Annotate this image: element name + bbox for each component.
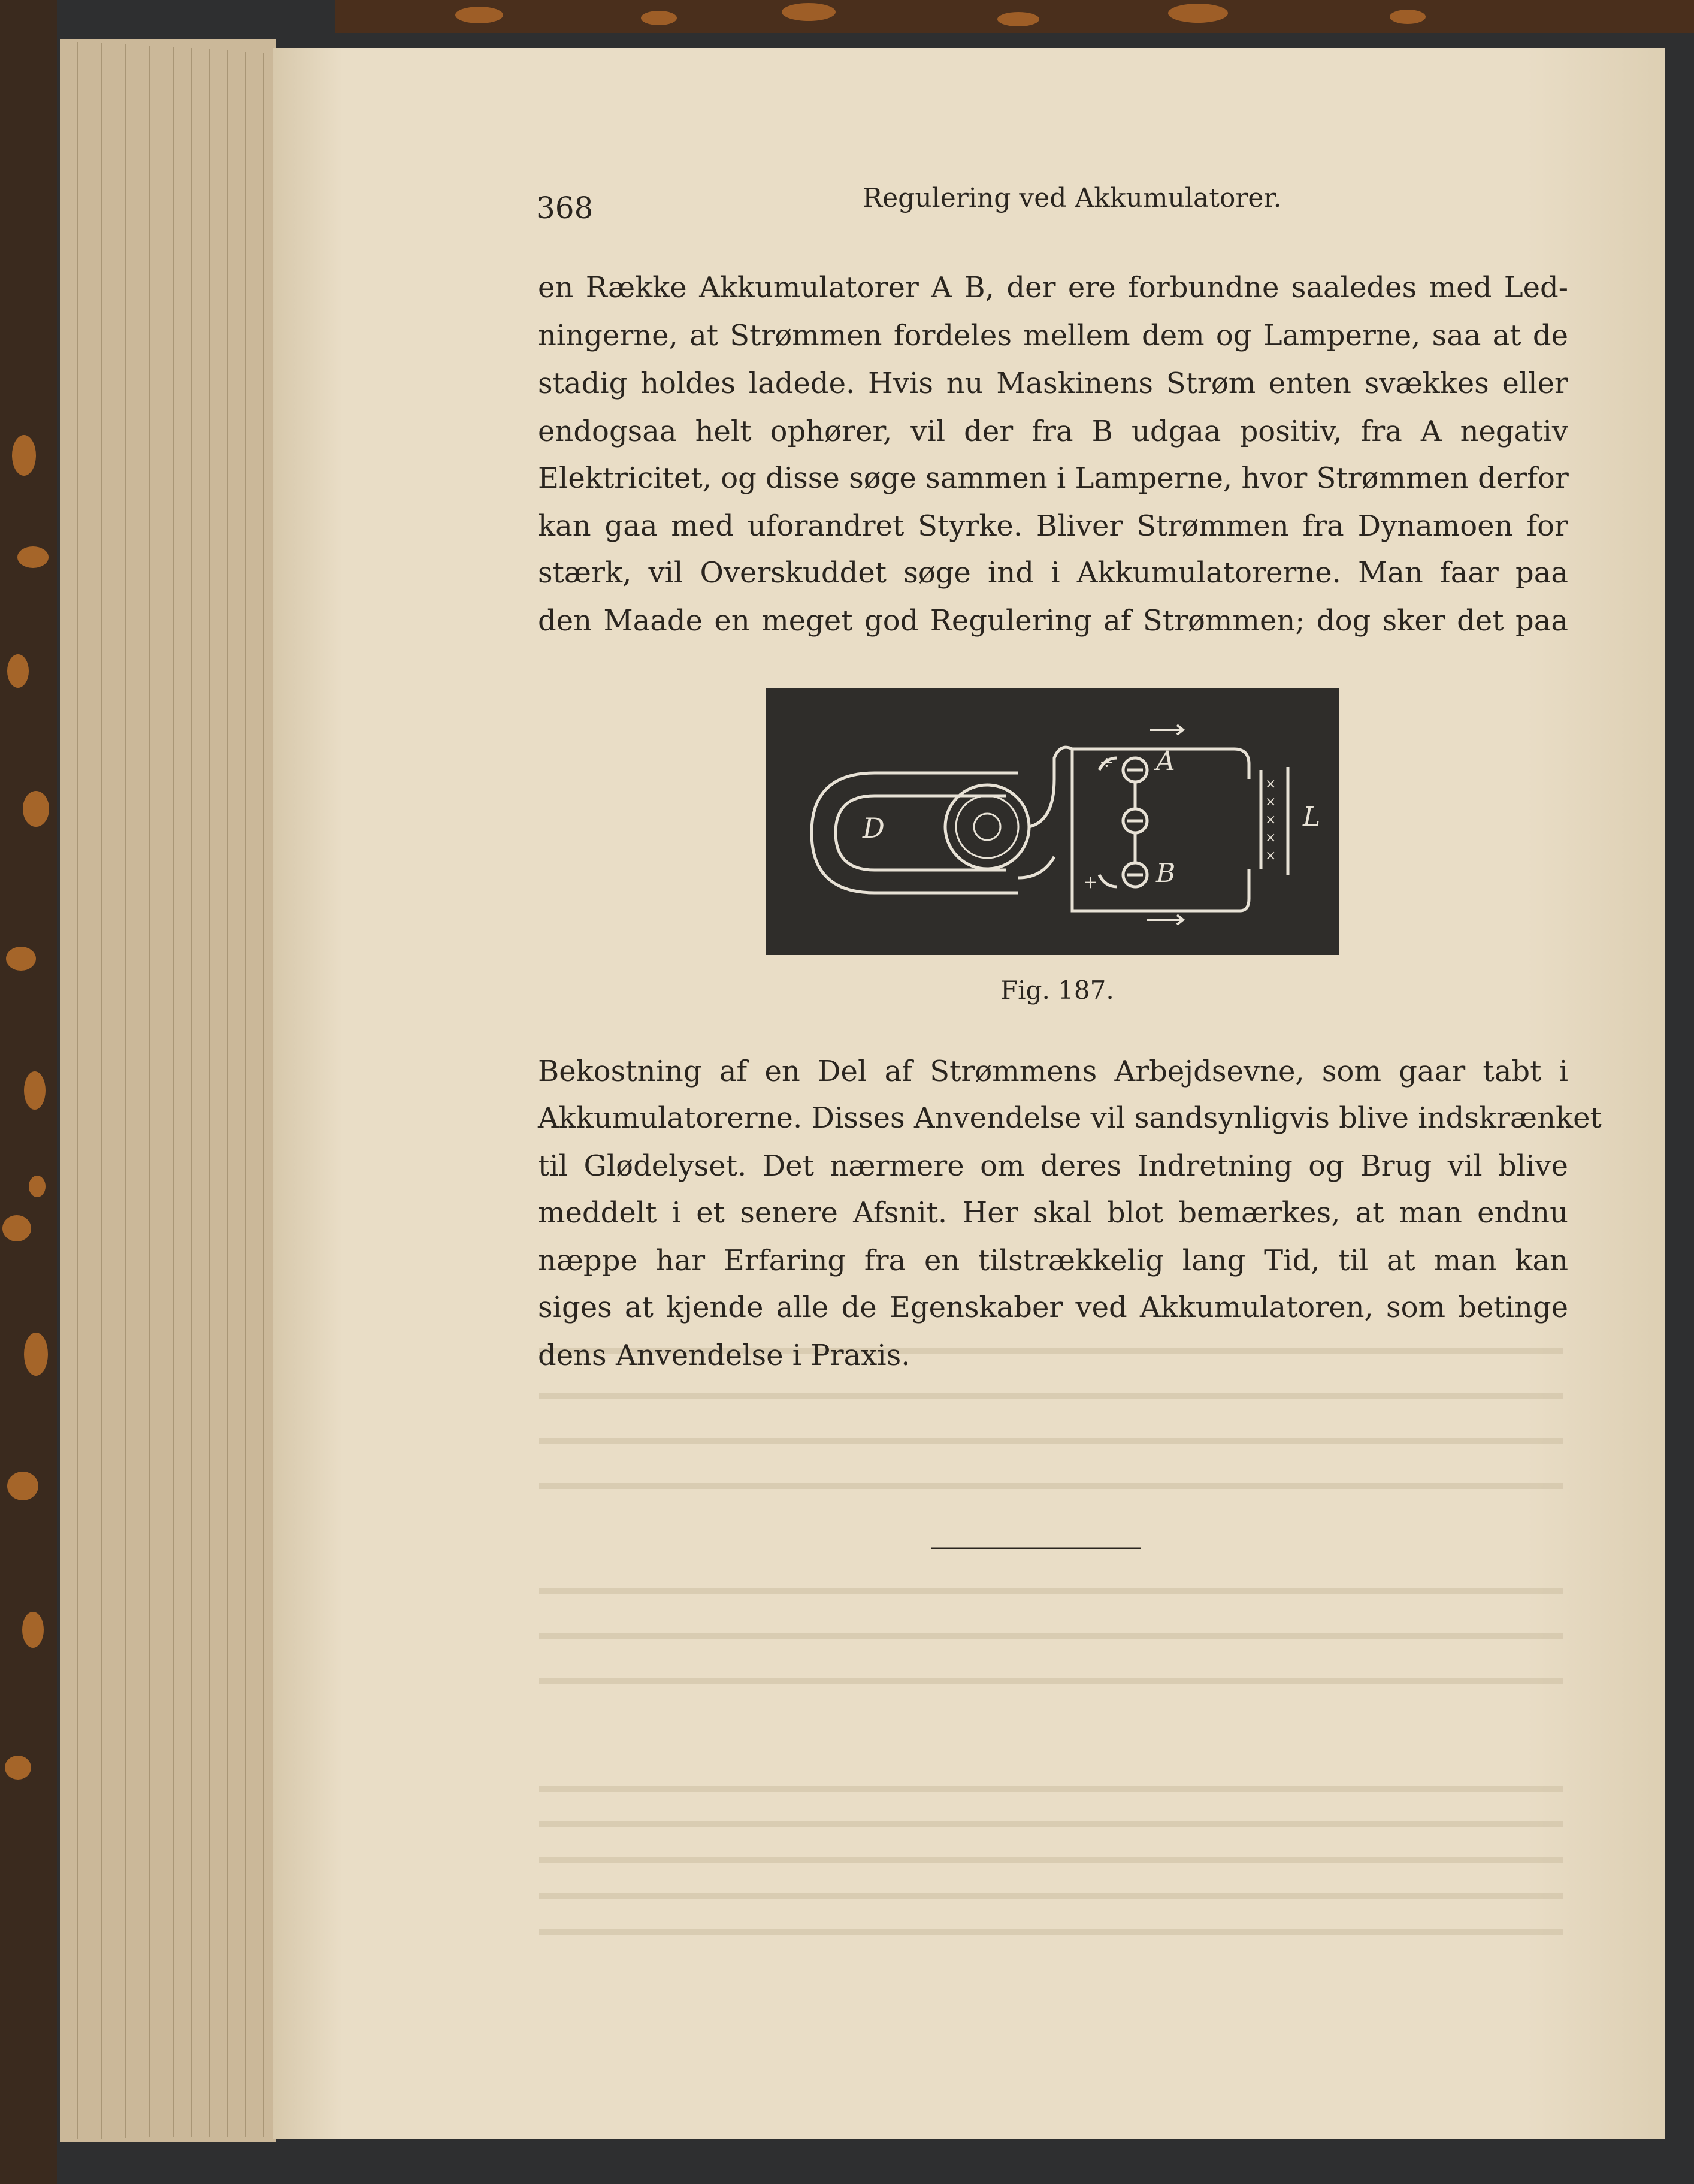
lamp-marks xyxy=(1265,777,1276,863)
svg-text:×: × xyxy=(1265,777,1276,792)
text-line: ningerne, at Strømmen fordeles mellem dem og Lamperne, saa at de xyxy=(538,319,1568,352)
text-line: Elektricitet, og disse søge sammen i Lamperne, hvor Strømmen derfor xyxy=(538,461,1569,495)
svg-text:×: × xyxy=(1265,795,1276,809)
label-plus: + xyxy=(1083,872,1099,893)
text-line: stadig holdes ladede. Hvis nu Maskinens Strøm enten svækkes eller xyxy=(538,367,1568,400)
text-line: dens Anvendelse i Praxis. xyxy=(538,1339,910,1372)
text-line: Akkumulatorerne. Disses Anvendelse vil sandsynligvis blive indskrænket xyxy=(538,1101,1602,1135)
text-line: kan gaa med uforandret Styrke. Bliver Strømmen fra Dynamoen for xyxy=(538,509,1568,543)
figure-background xyxy=(766,688,1339,955)
text-line: meddelt i et senere Afsnit. Her skal blot bemærkes, at man endnu xyxy=(538,1196,1568,1230)
label-d: D xyxy=(863,812,885,844)
svg-text:×: × xyxy=(1265,848,1276,863)
svg-text:×: × xyxy=(1265,812,1276,827)
figure-caption: Fig. 187. xyxy=(1000,975,1114,1005)
page-number: 368 xyxy=(536,191,594,225)
text-line: endogsaa helt ophører, vil der fra B udgaa positiv, fra A negativ xyxy=(538,415,1568,448)
label-minus: ÷ xyxy=(1099,752,1115,773)
svg-text:×: × xyxy=(1265,830,1276,845)
running-head: Regulering ved Akkumulatorer. xyxy=(863,183,1282,213)
label-b: B xyxy=(1156,858,1176,889)
text-line: den Maade en meget god Regulering af Strømmen; dog sker det paa xyxy=(538,604,1568,638)
label-a: A xyxy=(1156,746,1175,777)
text-line: en Række Akkumulatorer A B, der ere forbundne saaledes med Led- xyxy=(538,271,1568,304)
text-line: til Glødelyset. Det nærmere om deres Indretning og Brug vil blive xyxy=(538,1149,1568,1183)
text-line: stærk, vil Overskuddet søge ind i Akkumulatorerne. Man faar paa xyxy=(538,556,1568,590)
text-line: Bekostning af en Del af Strømmens Arbejdsevne, som gaar tabt i xyxy=(538,1055,1568,1088)
figure-187 xyxy=(766,688,1339,955)
text-line: siges at kjende alle de Egenskaber ved Akkumulatoren, som betinge xyxy=(538,1291,1568,1324)
label-l: L xyxy=(1303,802,1321,832)
text-line: næppe har Erfaring fra en tilstrækkelig lang Tid, til at man kan xyxy=(538,1244,1568,1277)
page-stack xyxy=(60,39,276,2142)
